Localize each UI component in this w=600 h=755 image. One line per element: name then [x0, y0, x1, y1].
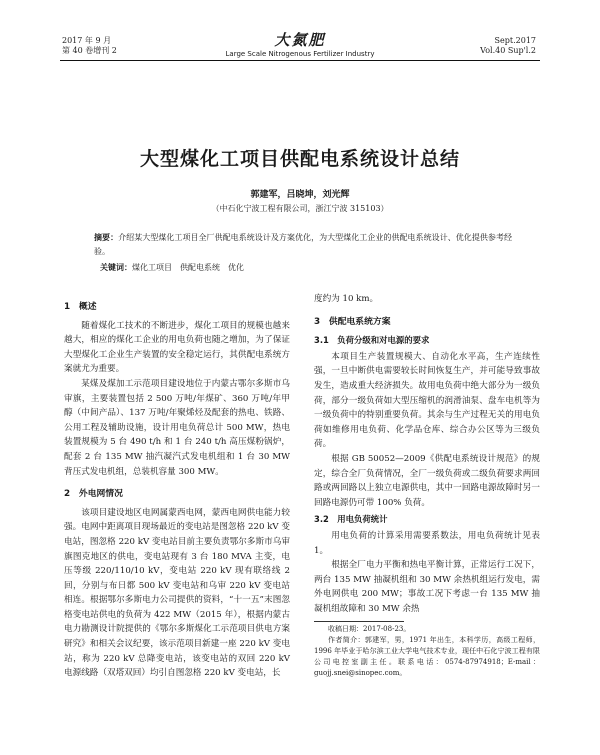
footnote-rule	[314, 621, 404, 622]
header-volume: 第 40 卷增刊 2	[62, 46, 117, 55]
abstract-label: 摘要：	[94, 232, 119, 242]
subsection-3-2-heading: 3.2 用电负荷统计	[314, 514, 388, 525]
abstract	[94, 230, 512, 259]
header-date: 2017 年 9 月	[62, 36, 112, 45]
section-1-heading: 1 概述	[64, 302, 97, 312]
subsection-3-2-paragraph: 用电负荷的计算采用需要系数法，用电负荷统计见表 1。	[314, 530, 540, 556]
keywords-text: 煤化工项目 供配电系统 优化	[132, 263, 244, 272]
subsection-3-2-paragraph: 根据全厂电力平衡和热电平衡计算，正常运行工况下，两台 135 MW 抽凝机组和 30 MW 余热机组运行发电，需外电网供电 200 MW；事故工况下考虑一台 135 MW 抽凝机组故障和 30 MW 余热	[314, 560, 540, 614]
keywords	[100, 260, 510, 275]
authors: 郭建军，吕晓坤，刘光辉	[250, 190, 350, 200]
header-volume-en: Vol.40 Sup'l.2	[480, 46, 536, 55]
subsection-3-1-heading: 3.1 负荷分级和对电源的要求	[314, 335, 430, 346]
keywords-label: 关键词：	[100, 262, 132, 272]
abstract-text: 介绍某大型煤化工项目全厂供配电系统设计及方案优化，为大型煤化工企业的供配电系统设计、优化提供参考经验。	[94, 233, 513, 256]
section-1-paragraph: 某煤及煤加工示范项目建设地位于内蒙古鄂尔多斯市乌审旗，主要装置包括 2 500 万吨/年煤矿、360 万吨/年甲醇（中间产品）、137 万吨/年聚烯烃及配套的热电、铁路、公用工程及辅助设施，设计用电负荷总计 500 MW，热电装置规模为 5 台 490 t/h 和 1 台 240 t/h 高压煤粉锅炉，配套 2 台 135 MW 抽汽凝汽式发电机组和 1 台 30 MW 背压式发电机组，总装机容量 300 MW。	[64, 378, 290, 477]
footnote-author-bio: 作者简介：郭建军，男，1971 年出生，本科学历，高级工程师，1996 年毕业于哈尔滨工业大学电气技术专业，现任中石化宁波工程有限公司电控室副主任。联系电话：0574-87974918；E-mail：guojj.snei@sinopec.com。	[314, 636, 540, 678]
section-2-heading: 2 外电网情况	[64, 489, 123, 500]
journal-logo: 大氮肥	[274, 31, 326, 49]
journal-english-name: Large Scale Nitrogenous Fertilizer Industry	[225, 50, 375, 58]
right-column	[314, 292, 540, 679]
left-column	[64, 292, 290, 681]
header-rule	[60, 60, 540, 61]
section-2-continuation: 度约为 10 km。	[314, 294, 379, 304]
paper-title: 大型煤化工项目供配电系统设计总结	[139, 148, 460, 170]
section-1-paragraph: 随着煤化工技术的不断进步，煤化工项目的规模也越来越大，相应的煤化工企业的用电负荷也随之增加，为了保证大型煤化工企业生产装置的安全稳定运行，其供配电系统方案就尤为重要。	[64, 320, 290, 375]
affiliation: （中石化宁波工程有限公司，浙江宁波 315103）	[211, 204, 389, 213]
section-2-paragraph: 该项目建设地区电网属蒙西电网，蒙西电网供电能力较强。电网中距离项目现场最近的变电站是图忽格 220 kV 变电站，图忽格 220 kV 变电站目前主要负责鄂尔多斯市乌审旗图克地区的供电，变电站现有 3 台 180 MVA 主变，电压等级 220/110/10 kV，变电站 220 kV 现有联络线 2 回，分别与布日都 500 kV 变电站和乌审 220 kV 变电站相连。根据鄂尔多斯电力公司提供的资料，“十一五”末图忽格变电站供电的负荷为 422 MW（2015 年），根据内蒙古电力勘测设计院提供的《鄂尔多斯煤化工示范项目供电方案研究》和相关会议纪要，该示范项目新建一座 220 kV 变电站，称为 220 kV 总降变电站，该变电站的双回 220 kV 电源线路（双塔双回）均引自图忽格 220 kV 变电站，长	[64, 507, 290, 679]
footnote-received: 收稿日期：2017-08-23。	[328, 625, 411, 634]
section-3-heading: 3 供配电系统方案	[314, 316, 391, 327]
header-date-en: Sept.2017	[494, 36, 536, 45]
subsection-3-1-paragraph: 本项目生产装置规模大、自动化水平高，生产连续性强，一旦中断供电需要较长时间恢复生产，并可能导致事故发生，造成重大经济损失。故用电负荷中绝大部分为一级负荷，部分一级负荷如大型压缩机的润滑油泵、盘车电机等为一级负荷中的特别重要负荷。其余与生产过程无关的用电负荷如维修用电负荷、化学品仓库、综合办公区等为三级负荷。	[314, 351, 540, 450]
subsection-3-1-paragraph: 根据 GB 50052—2009《供配电系统设计规范》的规定，综合全厂负荷情况，全厂一级负荷或二级负荷要求两回路或两回路以上独立电源供电，其中一回路电源故障时另一回路电源仍可带 100% 负荷。	[314, 453, 540, 508]
header-right	[480, 36, 536, 56]
